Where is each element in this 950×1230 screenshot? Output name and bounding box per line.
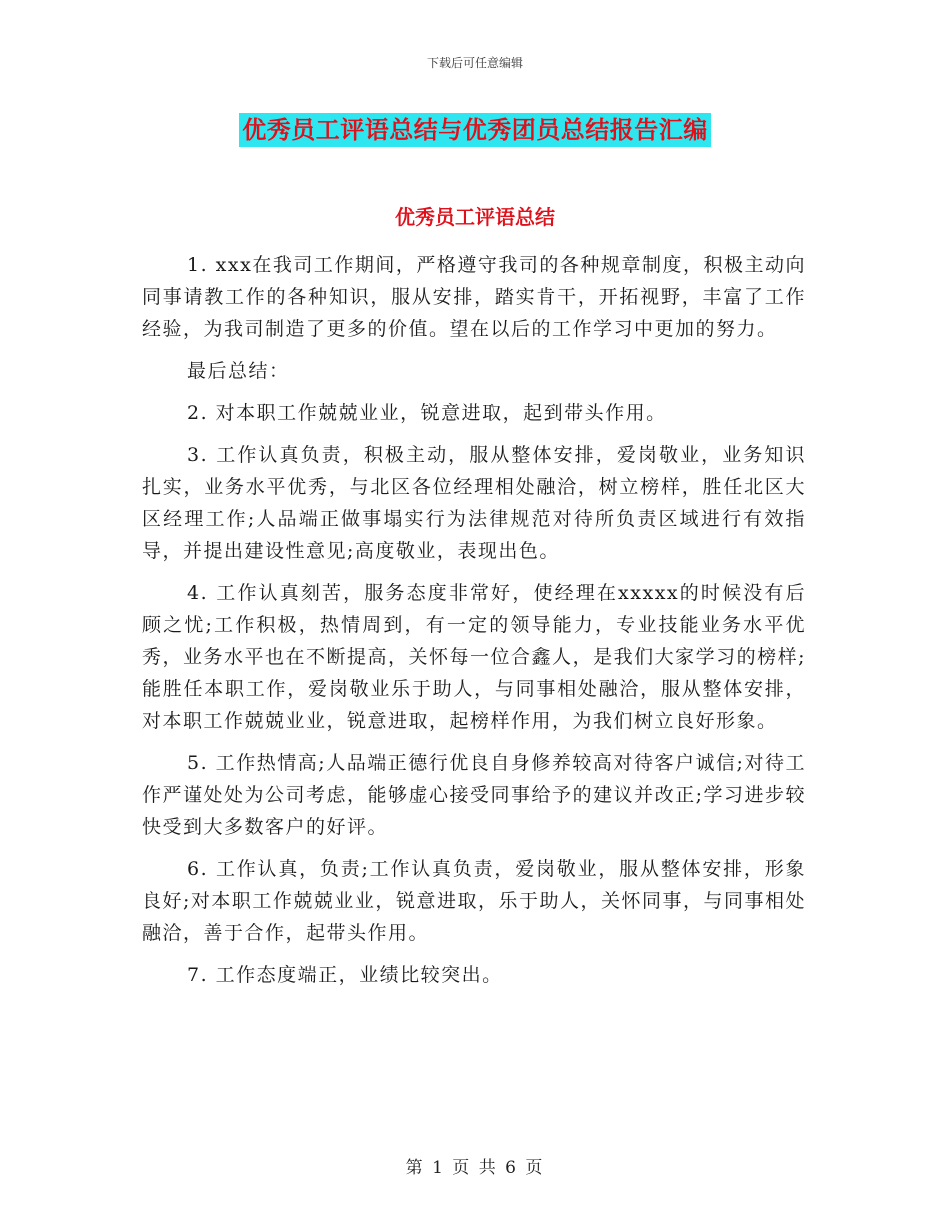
paragraph-7: 7. 工作态度端正，业绩比较突出。 <box>187 964 503 986</box>
paragraph-summary-label: 最后总结： <box>187 360 290 382</box>
section-title: 优秀员工评语总结 <box>395 205 555 229</box>
document-body <box>142 249 806 1001</box>
document-title: 优秀员工评语总结与优秀团员总结报告汇编 <box>239 113 711 147</box>
paragraph-1: 1. xxx在我司工作期间，严格遵守我司的各种规章制度，积极主动向同事请教工作的各种知识，服从安排，踏实肯干，开拓视野，丰富了工作经验，为我司制造了更多的价值。望在以后的工作学习中更加的努力。 <box>142 254 806 340</box>
paragraph-4: 4. 工作认真刻苦，服务态度非常好，使经理在xxxxx的时候没有后顾之忧;工作积极，热情周到，有一定的领导能力，专业技能业务水平优秀，业务水平也在不断提高，关怀每一位合鑫人，是我们大家学习的榜样;能胜任本职工作，爱岗敬业乐于助人，与同事相处融洽，服从整体安排，对本职工作兢兢业业，锐意进取，起榜样作用，为我们树立良好形象。 <box>142 582 806 732</box>
paragraph-3: 3. 工作认真负责，积极主动，服从整体安排，爱岗敬业，业务知识扎实，业务水平优秀，与北区各位经理相处融洽，树立榜样，胜任北区大区经理工作;人品端正做事塌实行为法律规范对待所负责区域进行有效指导，并提出建设性意见;高度敬业，表现出色。 <box>142 444 806 562</box>
document-title-container <box>0 113 950 147</box>
paragraph-5: 5. 工作热情高;人品端正德行优良自身修养较高对待客户诚信;对待工作严谨处处为公司考虑，能够虚心接受同事给予的建议并改正;学习进步较快受到大多数客户的好评。 <box>142 752 806 838</box>
paragraph-2: 2. 对本职工作兢兢业业，锐意进取，起到带头作用。 <box>187 402 667 424</box>
paragraph-6: 6. 工作认真，负责;工作认真负责，爱岗敬业，服从整体安排，形象良好;对本职工作兢兢业业，锐意进取，乐于助人，关怀同事，与同事相处融洽，善于合作，起带头作用。 <box>142 858 806 944</box>
download-note: 下载后可任意编辑 <box>426 56 523 70</box>
page-number-footer: 第 1 页 共 6 页 <box>405 1158 545 1178</box>
